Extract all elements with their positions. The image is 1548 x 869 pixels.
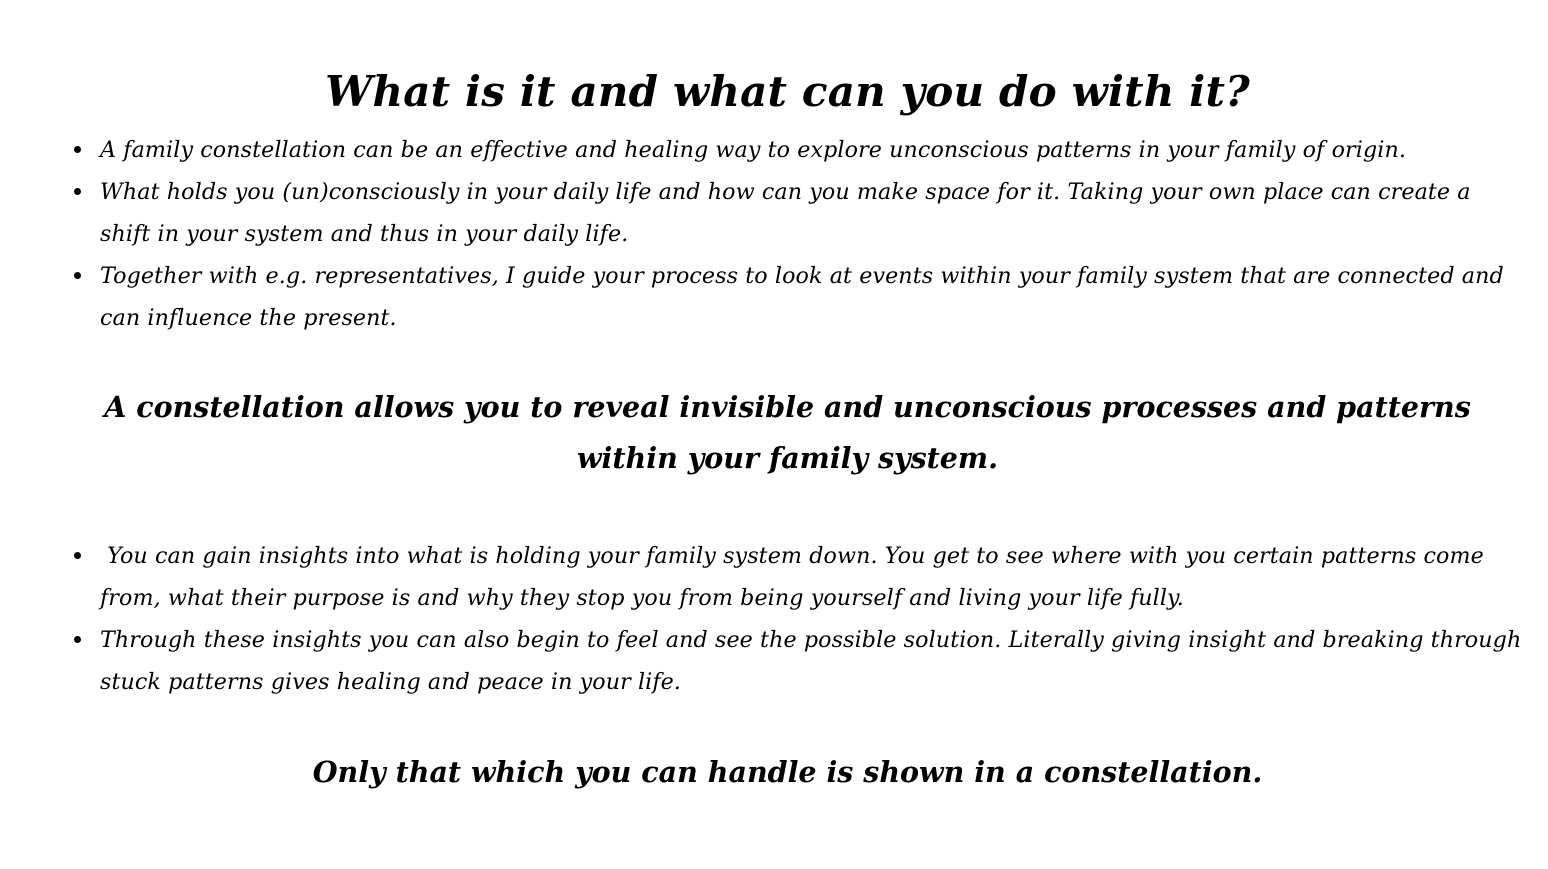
bullet-list-insights xyxy=(0,535,1548,703)
list-item xyxy=(0,255,1548,339)
bullet-icon xyxy=(74,146,81,153)
closing-statement: Only that which you can handle is shown in a constellation. xyxy=(312,755,1263,789)
bullet-icon xyxy=(74,552,81,559)
list-item-text: Through these insights you can also begin to feel and see the possible solution. Literally giving insight and breaking through stuck patterns gives healing and peace in your life. xyxy=(100,627,1522,695)
list-item xyxy=(0,535,1548,619)
statement-heading: A constellation allows you to reveal invisible and unconscious processes and patterns within your family system. xyxy=(104,390,1471,475)
list-item-text: A family constellation can be an effective and healing way to explore unconscious patterns in your family of origin. xyxy=(100,137,1406,163)
list-item-text: Together with e.g. representatives, I guide your process to look at events within your family system that are connected and can influence the present. xyxy=(100,263,1504,331)
page-title: What is it and what can you do with it? xyxy=(325,67,1250,116)
bullet-icon xyxy=(74,636,81,643)
bullet-icon xyxy=(74,272,81,279)
list-item xyxy=(0,619,1548,703)
bullet-icon xyxy=(74,188,81,195)
list-item-text: What holds you (un)consciously in your daily life and how can you make space for it. Taking your own place can create a shift in your system and thus in your daily life. xyxy=(100,179,1471,247)
bullet-list-intro xyxy=(0,129,1548,339)
list-item xyxy=(0,171,1548,255)
list-item-text: You can gain insights into what is holding your family system down. You get to see where with you certain patterns come from, what their purpose is and why they stop you from being yourself and living your life fully. xyxy=(100,543,1491,611)
list-item xyxy=(0,129,1548,171)
